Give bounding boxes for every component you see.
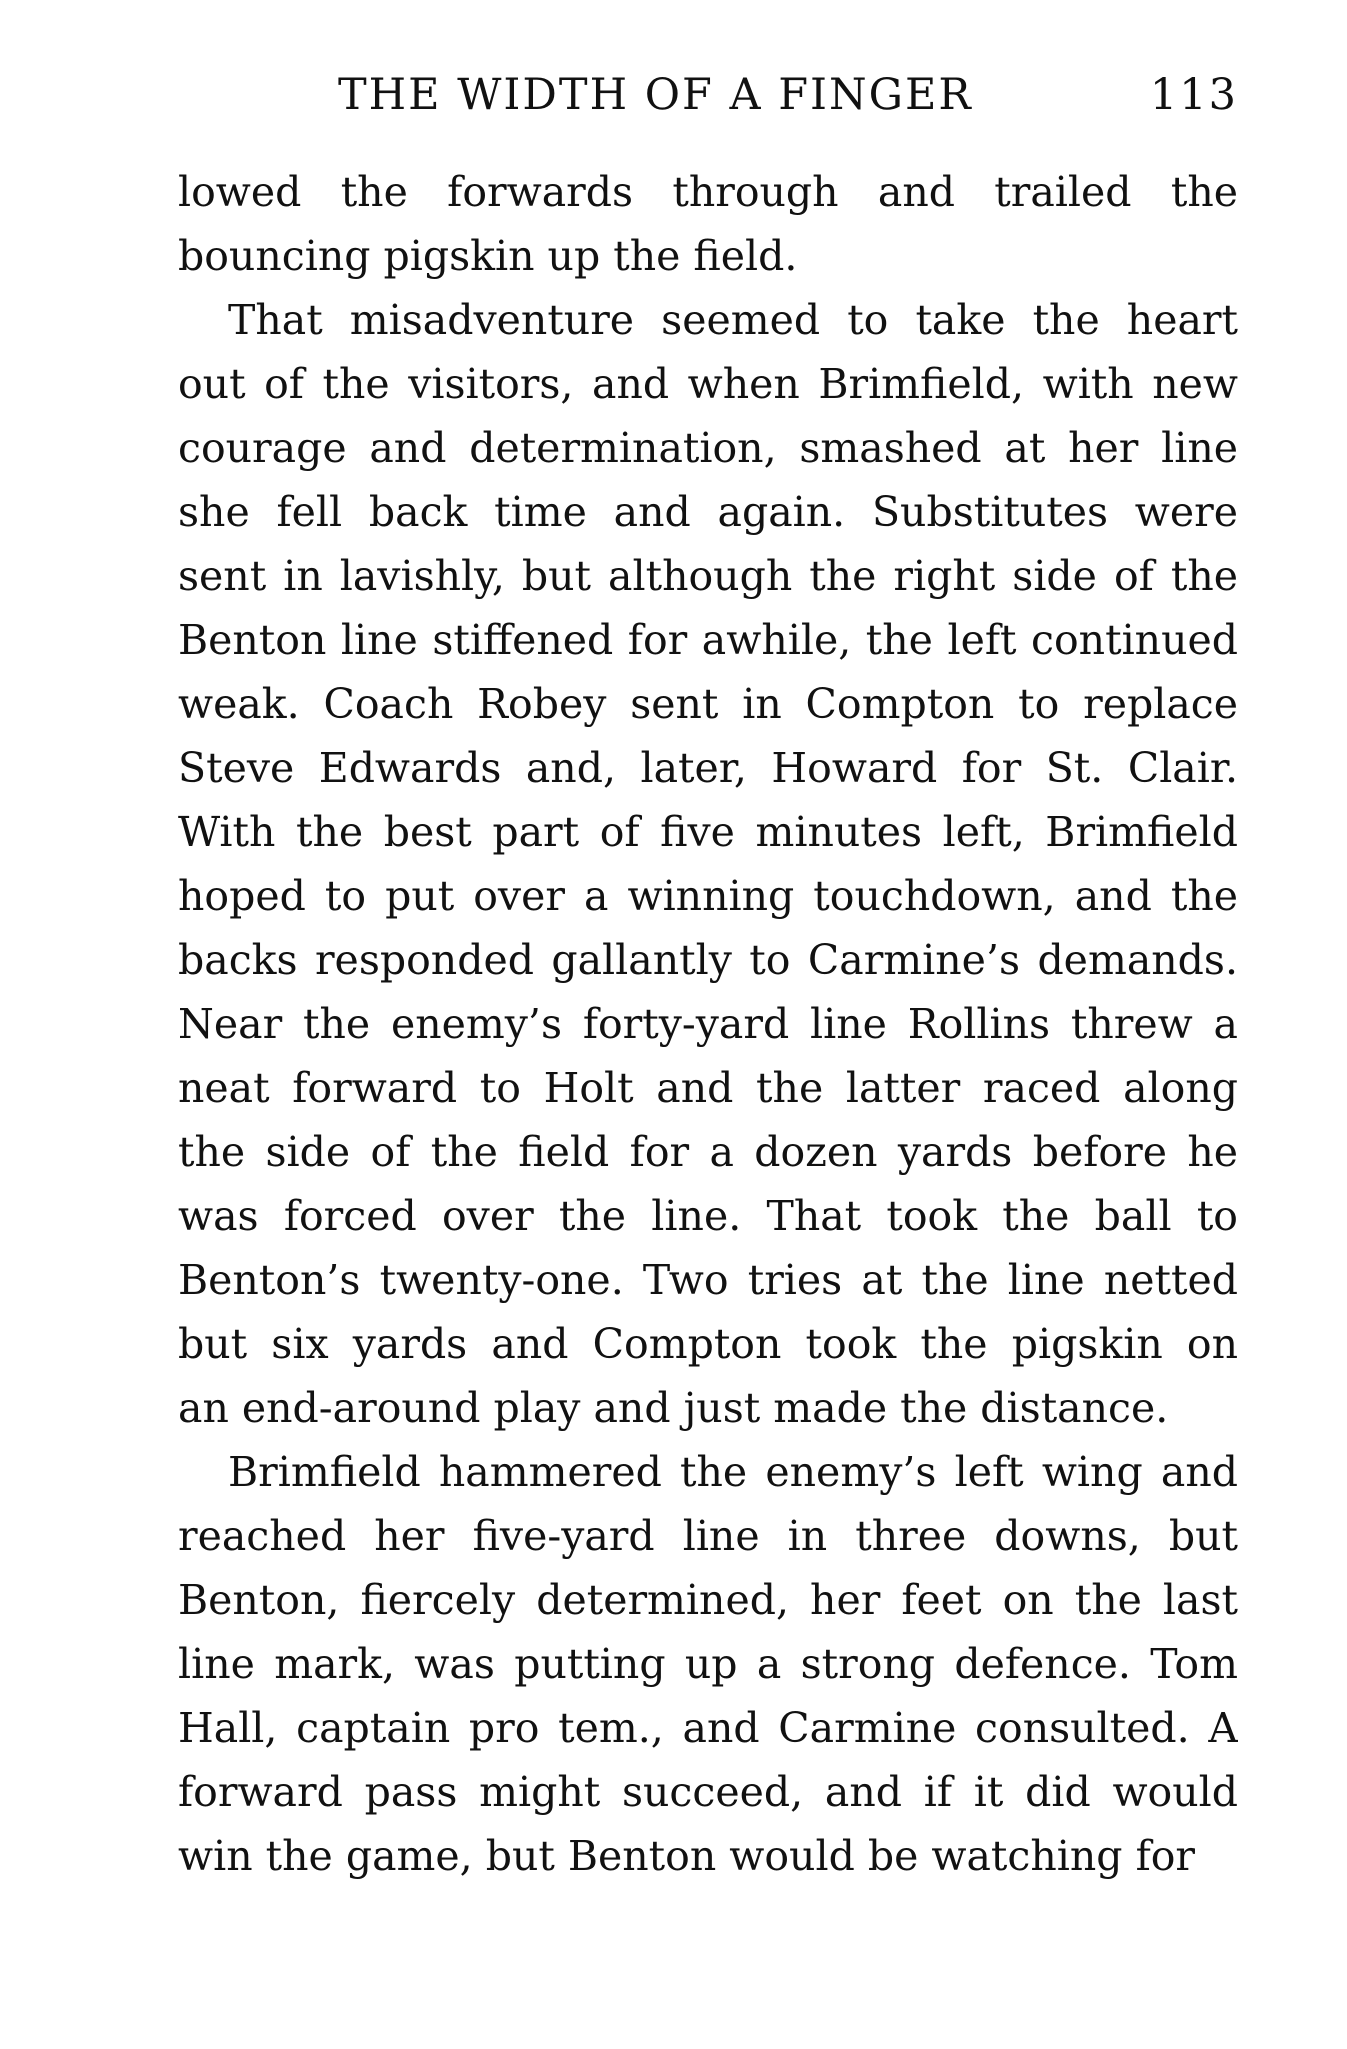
paragraph: [178, 288, 1238, 1440]
text-line: sent in lavishly, but although the right side of the: [178, 552, 1238, 600]
text-line: Benton’s twenty-one. Two tries at the line netted: [178, 1256, 1238, 1304]
text-line: bouncing pigskin up the field.: [178, 232, 798, 280]
running-head: [178, 70, 1238, 130]
text-line: weak. Coach Robey sent in Compton to replace: [178, 680, 1238, 728]
text-line: but six yards and Compton took the pigskin on: [178, 1320, 1238, 1368]
text-line: reached her five-yard line in three downs, but: [178, 1512, 1238, 1560]
text-line: line mark, was putting up a strong defence. Tom: [178, 1640, 1238, 1688]
text-line: lowed the forwards through and trailed the: [178, 168, 1238, 216]
text-line: an end-around play and just made the distance.: [178, 1384, 1169, 1432]
running-title: THE WIDTH OF A FINGER: [338, 70, 973, 120]
text-line: Benton, fiercely determined, her feet on the last: [178, 1576, 1238, 1624]
text-line: backs responded gallantly to Carmine’s demands.: [178, 936, 1238, 984]
text-line: Near the enemy’s forty-yard line Rollins threw a: [178, 1000, 1238, 1048]
paragraph: [178, 160, 1238, 288]
body-text: [178, 160, 1238, 1888]
text-line: That misadventure seemed to take the heart: [228, 296, 1238, 344]
text-line: Brimfield hammered the enemy’s left wing and: [228, 1448, 1238, 1496]
text-line: was forced over the line. That took the ball to: [178, 1192, 1238, 1240]
text-line: she fell back time and again. Substitutes were: [178, 488, 1238, 536]
page-number: 113: [1149, 70, 1238, 120]
text-line: the side of the field for a dozen yards before he: [178, 1128, 1238, 1176]
text-line: win the game, but Benton would be watching for: [178, 1832, 1196, 1880]
text-line: With the best part of five minutes left, Brimfield: [178, 808, 1238, 856]
text-line: forward pass might succeed, and if it did would: [178, 1768, 1238, 1816]
text-line: hoped to put over a winning touchdown, and the: [178, 872, 1238, 920]
text-line: Steve Edwards and, later, Howard for St. Clair.: [178, 744, 1238, 792]
text-line: neat forward to Holt and the latter raced along: [178, 1064, 1238, 1112]
text-line: courage and determination, smashed at her line: [178, 424, 1238, 472]
text-line: Benton line stiffened for awhile, the left continued: [178, 616, 1238, 664]
text-line: out of the visitors, and when Brimfield, with new: [178, 360, 1238, 408]
text-line: Hall, captain pro tem., and Carmine consulted. A: [178, 1704, 1238, 1752]
paragraph: [178, 1440, 1238, 1888]
